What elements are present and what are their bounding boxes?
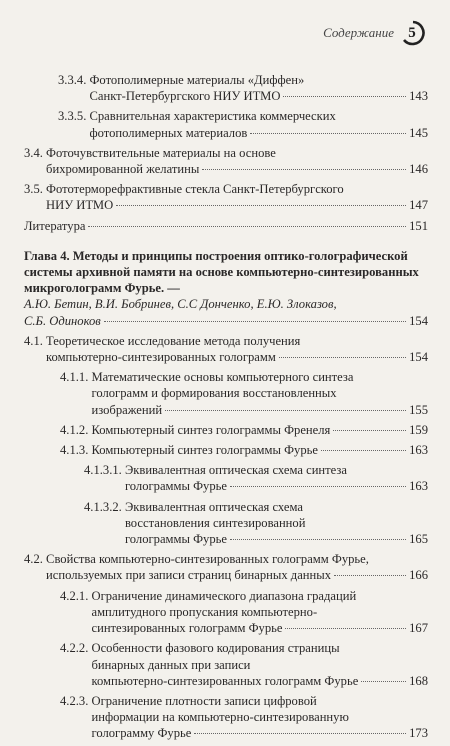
page-ref: 165 [409, 532, 428, 547]
entry-text: Фототерморефрактивные стекла Санкт-Петербургского [46, 182, 344, 197]
entry-text: Фоточувствительные материалы на основе [46, 145, 276, 160]
page-ref: 163 [409, 443, 428, 458]
toc-entry [24, 333, 428, 365]
section-number: 4.2. [24, 552, 47, 567]
section-number: 4.1.2. [60, 422, 92, 437]
entry-text: Ограничение динамического диапазона градаций [91, 588, 357, 603]
section-number: 4.1.3.1. [84, 463, 125, 478]
section-number: 3.4. [24, 145, 47, 160]
entry-last-line [46, 197, 428, 213]
section-number: 3.5. [24, 182, 47, 197]
entry-last-line [91, 422, 428, 438]
toc-entry [24, 145, 428, 177]
page-ref: 166 [409, 568, 428, 583]
page-header [323, 20, 426, 46]
entry-body [91, 422, 428, 438]
entry-text: Особенности фазового кодирования страницы [91, 641, 340, 656]
dot-leader [194, 733, 406, 734]
entry-text: Эквивалентная оптическая схема [124, 499, 303, 514]
chapter-last-line [24, 313, 428, 329]
page-number-badge [400, 20, 426, 46]
entry-text: фотополимерных материалов [89, 125, 248, 140]
dot-leader [361, 681, 406, 682]
entry-last-line [91, 725, 428, 741]
entry-last-line [125, 478, 428, 494]
entry-text: Свойства компьютерно-синтезированных голограмм Фурье, [46, 552, 369, 567]
dot-leader [279, 357, 406, 358]
dot-leader [230, 539, 406, 540]
section-title: Содержание [323, 25, 394, 40]
dot-leader [321, 450, 406, 451]
entry-body [89, 108, 428, 140]
dot-leader [283, 96, 406, 97]
section-number: 3.3.4. [58, 73, 90, 87]
chapter-authors-last: С.Б. Одиноков [24, 313, 101, 328]
toc-entry [24, 369, 428, 418]
toc-entry [24, 588, 428, 637]
toc-entry [24, 693, 428, 742]
entry-last-line [46, 567, 428, 583]
page-number: 5 [408, 25, 416, 41]
page-ref: 163 [409, 479, 428, 494]
entry-last-line [46, 161, 428, 177]
page-ref: 168 [409, 673, 428, 688]
entry-body [46, 181, 428, 213]
entry-body [46, 145, 428, 177]
chapter-authors: А.Ю. Бетин, В.И. Бобринев, С.С Донченко, Е.Ю. Злоказов, [24, 297, 337, 312]
dot-leader [230, 486, 406, 487]
entry-text: Математические основы компьютерного синтеза [91, 370, 354, 385]
dot-leader [250, 133, 406, 134]
entry-text: бинарных данных при записи [91, 657, 251, 672]
entry-text: бихромированной желатины [46, 162, 200, 177]
toc-entry [24, 108, 428, 140]
entry-text: компьютерно-синтезированных голограмм [46, 350, 276, 365]
entry-text: Фотополимерные материалы «Диффен» [89, 73, 305, 87]
entry-body [125, 499, 428, 548]
entry-text: Компьютерный синтез голограммы Френеля [91, 422, 331, 437]
page-ref: 173 [409, 726, 428, 741]
entry-text: Ограничение плотности записи цифровой [91, 693, 317, 708]
table-of-contents [24, 72, 428, 746]
dot-leader [116, 205, 406, 206]
section-number: 4.1.3.2. [84, 499, 125, 514]
entry-text: Литература [24, 218, 86, 233]
entry-last-line [24, 218, 428, 234]
dot-leader [333, 430, 406, 431]
section-number: 3.3.5. [58, 109, 90, 124]
entry-last-line [91, 402, 428, 418]
page-ref: 151 [409, 218, 428, 233]
entry-text: используемых при записи страниц бинарных данных [46, 568, 332, 583]
entry-text: голограмм и формирования восстановленных [91, 386, 337, 401]
toc-entry [24, 499, 428, 548]
entry-body [46, 333, 428, 365]
entry-body [24, 218, 428, 234]
section-number: 4.2.3. [60, 693, 92, 708]
entry-text: амплитудного пропускания компьютерно- [91, 604, 318, 619]
entry-text: Сравнительная характеристика коммерческих [89, 109, 336, 124]
page-ref: 155 [409, 402, 428, 417]
entry-text: информации на компьютерно-синтезированную [91, 710, 349, 725]
toc-entry [24, 181, 428, 213]
entry-text: Компьютерный синтез голограммы Фурье [91, 443, 318, 458]
entry-last-line [125, 531, 428, 547]
entry-last-line [46, 349, 428, 365]
entry-body [91, 640, 428, 689]
entry-text: компьютерно-синтезированных голограмм Фурье [91, 673, 359, 688]
entry-text: голограммы Фурье [124, 479, 227, 494]
dot-leader [88, 226, 406, 227]
page-ref: 154 [409, 313, 428, 328]
entry-last-line [89, 88, 428, 104]
entry-body [89, 72, 428, 104]
entry-text: НИУ ИТМО [46, 198, 114, 213]
dot-leader [104, 321, 406, 322]
entry-text: Теоретическое исследование метода получения [46, 333, 301, 348]
page-ref: 147 [409, 198, 428, 213]
entry-body [125, 462, 428, 494]
entry-body [46, 551, 428, 583]
toc-list-sections [24, 333, 428, 742]
entry-body [91, 442, 428, 458]
entry-last-line [89, 125, 428, 141]
toc-entry [24, 72, 428, 104]
entry-body [91, 588, 428, 637]
entry-text: голограммы Фурье [124, 532, 227, 547]
entry-last-line [91, 673, 428, 689]
entry-text: Эквивалентная оптическая схема синтеза [124, 463, 347, 478]
page-ref: 143 [409, 89, 428, 104]
section-number: 4.1.1. [60, 370, 92, 385]
toc-entry [24, 640, 428, 689]
dot-leader [285, 628, 406, 629]
toc-entry [24, 422, 428, 438]
dot-leader [202, 169, 406, 170]
chapter-title: Глава 4. Методы и принципы построения оптико-голографической системы архивной памяти на основе компьютерно-синтезированных микроголограмм Фурье. — [24, 248, 419, 296]
section-number: 4.1. [24, 333, 47, 348]
page-ref: 167 [409, 621, 428, 636]
toc-entry [24, 442, 428, 458]
toc-entry [24, 218, 428, 234]
entry-body [91, 693, 428, 742]
chapter-entry [24, 248, 428, 329]
entry-body [91, 369, 428, 418]
dot-leader [165, 410, 406, 411]
page-ref: 145 [409, 125, 428, 140]
page-ref: 154 [409, 350, 428, 365]
page-ref: 159 [409, 422, 428, 437]
section-number: 4.2.2. [60, 641, 92, 656]
entry-text: изображений [91, 402, 163, 417]
section-number: 4.1.3. [60, 443, 92, 458]
section-number: 4.2.1. [60, 588, 92, 603]
toc-entry [24, 462, 428, 494]
entry-text: синтезированных голограмм Фурье [91, 621, 283, 636]
page-ref: 146 [409, 162, 428, 177]
entry-last-line [91, 620, 428, 636]
entry-text: голограмму Фурье [91, 726, 192, 741]
entry-text: Санкт-Петербургского НИУ ИТМО [89, 89, 281, 104]
toc-list-top [24, 72, 428, 234]
toc-entry [24, 551, 428, 583]
dot-leader [334, 575, 406, 576]
entry-text: восстановления синтезированной [124, 515, 306, 530]
entry-last-line [91, 442, 428, 458]
